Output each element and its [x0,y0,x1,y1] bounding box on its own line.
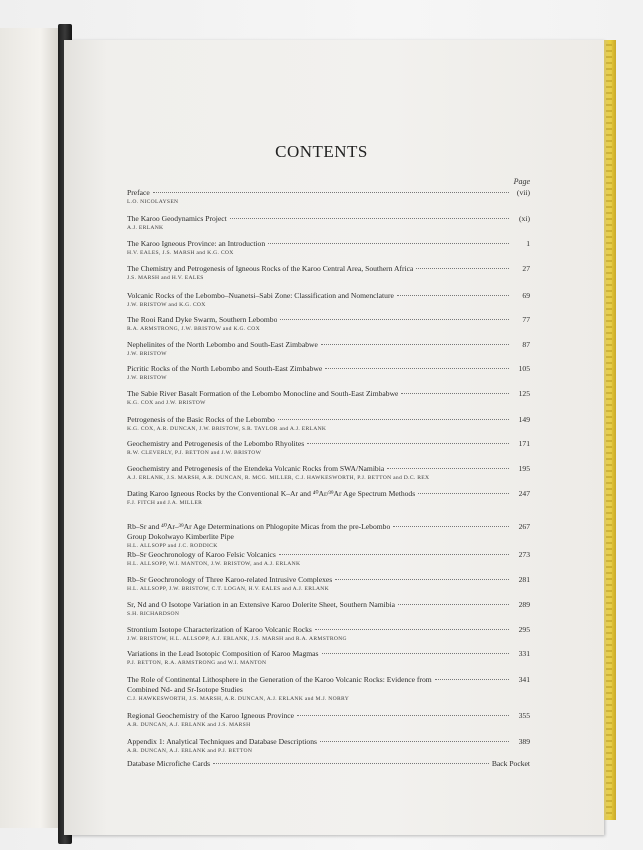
toc-entry [127,186,530,206]
toc-entry-line [127,647,530,659]
dot-leader [278,411,509,420]
toc-entry-title: Rb–Sr Geochronology of Three Karoo-related Intrusive Complexes [127,575,333,584]
toc-entry-line [127,532,530,542]
toc-entry-authors: K.G. COX and J.W. BRISTOW [127,399,206,406]
toc-entry [127,462,530,482]
toc-entry-title: Regional Geochemistry of the Karoo Igneous Province [127,711,295,720]
toc-entry-title: Petrogenesis of the Basic Rocks of the Lebombo [127,415,275,424]
toc-entry-page: 87 [522,340,530,349]
dot-leader [307,435,509,444]
toc-entry-line [127,437,530,449]
toc-entry-line [127,573,530,585]
dot-leader [321,336,509,345]
toc-entry-title: Rb–Sr Geochronology of Karoo Felsic Volcanics [127,550,276,559]
toc-entry [127,289,530,309]
toc-entry [127,757,530,769]
dot-leader [279,546,509,555]
toc-entry-title: Geochemistry and Petrogenesis of the Lebombo Rhyolites [127,439,305,448]
toc-entry-title: Group Dokolwayo Kimberlite Pipe [127,531,234,541]
toc-entry-line [127,186,530,198]
toc-entry-page: 331 [518,649,530,658]
toc-entry-title: The Chemistry and Petrogenesis of Igneous Rocks of the Karoo Central Area, Southern Africa [127,264,414,273]
toc-entry-page: 355 [518,711,530,720]
toc-entry-page: 69 [522,291,530,300]
toc-entry-line [127,685,530,695]
dot-leader [230,210,509,219]
toc-entry-page: 1 [526,239,530,248]
dot-leader [397,287,509,296]
toc-entry-title: Geochemistry and Petrogenesis of the Etendeka Volcanic Rocks from SWA/Namibia [127,464,385,473]
toc-entry-authors: J.W. BRISTOW, H.L. ALLSOPP, A.J. ERLANK, J.S. MARSH and R.A. ARMSTRONG [127,635,347,642]
toc-entry-page: 281 [518,575,530,584]
toc-entry-line [127,387,530,399]
toc-entry-authors: K.G. COX, A.R. DUNCAN, J.W. BRISTOW, S.R. TAYLOR and A.J. ERLANK [127,425,327,432]
toc-entry-authors: R.W. CLEVERLY, P.J. BETTON and J.W. BRISTOW [127,449,262,456]
toc-entry [127,413,530,433]
dot-leader [322,645,510,654]
toc-entry [127,313,530,333]
toc-entry-page: 105 [518,364,530,373]
dot-leader [268,235,509,244]
toc-entry-line [127,362,530,374]
dot-leader [418,485,509,494]
toc-entry-page: 341 [518,675,530,684]
toc-entry-line [127,757,530,769]
toc-entry-authors: H.L. ALLSOPP, J.W. BRISTOW, C.T. LOGAN, H.V. EALES and A.J. ERLANK [127,585,329,592]
dot-leader [325,360,509,369]
toc-entry-line [127,289,530,301]
toc-entry-page: Back Pocket [491,759,530,768]
toc-entry-line [127,520,530,532]
toc-entry-line [127,623,530,635]
toc-entry-authors: A.J. ERLANK [127,224,164,231]
toc-entry-line [127,413,530,425]
toc-entry-authors: S.H. RICHARDSON [127,610,180,617]
toc-entry-authors: H.L. ALLSOPP and J.C. RODDICK [127,542,218,549]
dot-leader [153,184,509,193]
toc-entry-page: 273 [518,550,530,559]
toc-entry-page: 195 [518,464,530,473]
toc-entry-line [127,735,530,747]
toc-entry [127,262,530,282]
toc-entry-authors: J.W. BRISTOW [127,350,167,357]
toc-entry [127,673,530,703]
toc-entry-line [127,313,530,325]
toc-entry-authors: H.V. EALES, J.S. MARSH and K.G. COX [127,249,234,256]
toc-entry-page: 125 [518,389,530,398]
toc-entry-title: Combined Nd- and Sr-Isotope Studies [127,684,243,694]
toc-entry-title: Rb–Sr and ⁴⁰Ar–³⁹Ar Age Determinations on Phlogopite Micas from the pre-Lebombo [127,522,391,531]
toc-entry-authors: A.R. DUNCAN, A.J. ERLANK and P.J. BETTON [127,747,253,754]
dot-leader [280,311,509,320]
toc-entry-page: 289 [518,600,530,609]
dot-leader [213,755,489,764]
toc-entry [127,487,530,507]
toc-entry-line [127,598,530,610]
dot-leader [387,460,509,469]
toc-entry-line [127,262,530,274]
toc-entry-authors: C.J. HAWKESWORTH, J.S. MARSH, A.R. DUNCAN, A.J. ERLANK and M.J. NORRY [127,695,350,702]
toc-entry [127,573,530,593]
toc-entry-page: (xi) [519,214,530,223]
toc-entry-title: Nephelinites of the North Lebombo and South-East Zimbabwe [127,340,318,349]
dot-leader [297,707,509,716]
toc-entry [127,647,530,667]
dot-leader [315,621,509,630]
toc-entry-page: 295 [518,625,530,634]
toc-entry [127,237,530,257]
toc-entry-authors: A.J. ERLANK, J.S. MARSH, A.R. DUNCAN, R. MCG. MILLER, C.J. HAWKESWORTH, P.J. BETTON and D.C. REX [127,474,430,481]
toc-entry-line [127,673,530,685]
toc-entry-title: The Role of Continental Lithosphere in the Generation of the Karoo Volcanic Rocks: Evidence from [127,675,432,684]
contents-heading: CONTENTS [275,142,368,161]
dot-leader [398,596,509,605]
dot-leader [320,733,509,742]
toc-entry-page: 77 [522,315,530,324]
toc-entry-authors: H.L. ALLSOPP, W.I. MANTON, J.W. BRISTOW, and A.J. ERLANK [127,560,301,567]
toc-entry-page: 171 [518,439,530,448]
toc-entry-title: The Karoo Geodynamics Project [127,214,227,223]
toc-entry-title: The Rooi Rand Dyke Swarm, Southern Lebombo [127,315,278,324]
toc-entry-authors: J.S. MARSH and H.V. EALES [127,274,204,281]
toc-entry-page: (vii) [516,188,530,197]
toc-entry-authors: P.J. BETTON, R.A. ARMSTRONG and W.I. MANTON [127,659,267,666]
toc-entry-line [127,487,530,499]
toc-entry-authors: J.W. BRISTOW and K.G. COX [127,301,206,308]
toc-entry-authors: J.W. BRISTOW [127,374,167,381]
toc-entry-title: The Sabie River Basalt Formation of the Lebombo Monocline and South-East Zimbabwe [127,389,399,398]
toc-entry [127,735,530,755]
toc-entry-line [127,212,530,224]
toc-entry [127,338,530,358]
toc-entry-line [127,237,530,249]
toc-entry-line [127,338,530,350]
toc-entry-authors: L.O. NICOLAYSEN [127,198,179,205]
dot-leader [435,671,509,680]
toc-entry [127,212,530,232]
toc-entry [127,548,530,568]
toc-entry [127,437,530,457]
toc-entry-title: Variations in the Lead Isotopic Composition of Karoo Magmas [127,649,319,658]
toc-entry-title: Strontium Isotope Characterization of Karoo Volcanic Rocks [127,625,312,634]
dot-leader [416,260,509,269]
toc-entry-title: The Karoo Igneous Province: an Introduction [127,239,266,248]
toc-entry [127,709,530,729]
toc-entry-title: Appendix 1: Analytical Techniques and Database Descriptions [127,737,317,746]
page-column-label: Page [513,177,530,186]
toc-entry-page: 149 [518,415,530,424]
toc-entry-page: 389 [518,737,530,746]
toc-entry-title: Volcanic Rocks of the Lebombo–Nuanetsi–Sabi Zone: Classification and Nomenclature [127,291,394,300]
toc-entry-title: Preface [127,188,150,197]
toc-entry-title: Database Microfiche Cards [127,759,211,768]
toc-entry-title: Sr, Nd and O Isotope Variation in an Extensive Karoo Dolerite Sheet, Southern Namibia [127,600,396,609]
toc-entry [127,387,530,407]
dot-leader [335,571,509,580]
toc-entry-page: 27 [522,264,530,273]
dot-leader [401,385,509,394]
toc-entry-authors: A.R. DUNCAN, A.J. ERLANK and J.S. MARSH [127,721,251,728]
toc-entry-line [127,462,530,474]
toc-entry [127,362,530,382]
toc-entry-page: 247 [518,489,530,498]
toc-entry-page: 267 [518,522,530,531]
dot-leader [393,518,509,527]
toc-entry-title: Picritic Rocks of the North Lebombo and South-East Zimbabwe [127,364,323,373]
toc-entry [127,598,530,618]
toc-entry-line [127,709,530,721]
toc-entry-authors: R.A. ARMSTRONG, J.W. BRISTOW and K.G. COX [127,325,260,332]
toc-entry [127,623,530,643]
toc-entry-authors: F.J. FITCH and J.A. MILLER [127,499,203,506]
toc-entry-title: Dating Karoo Igneous Rocks by the Conventional K–Ar and ⁴⁰Ar/³⁹Ar Age Spectrum Methods [127,489,416,498]
toc-entry-line [127,548,530,560]
